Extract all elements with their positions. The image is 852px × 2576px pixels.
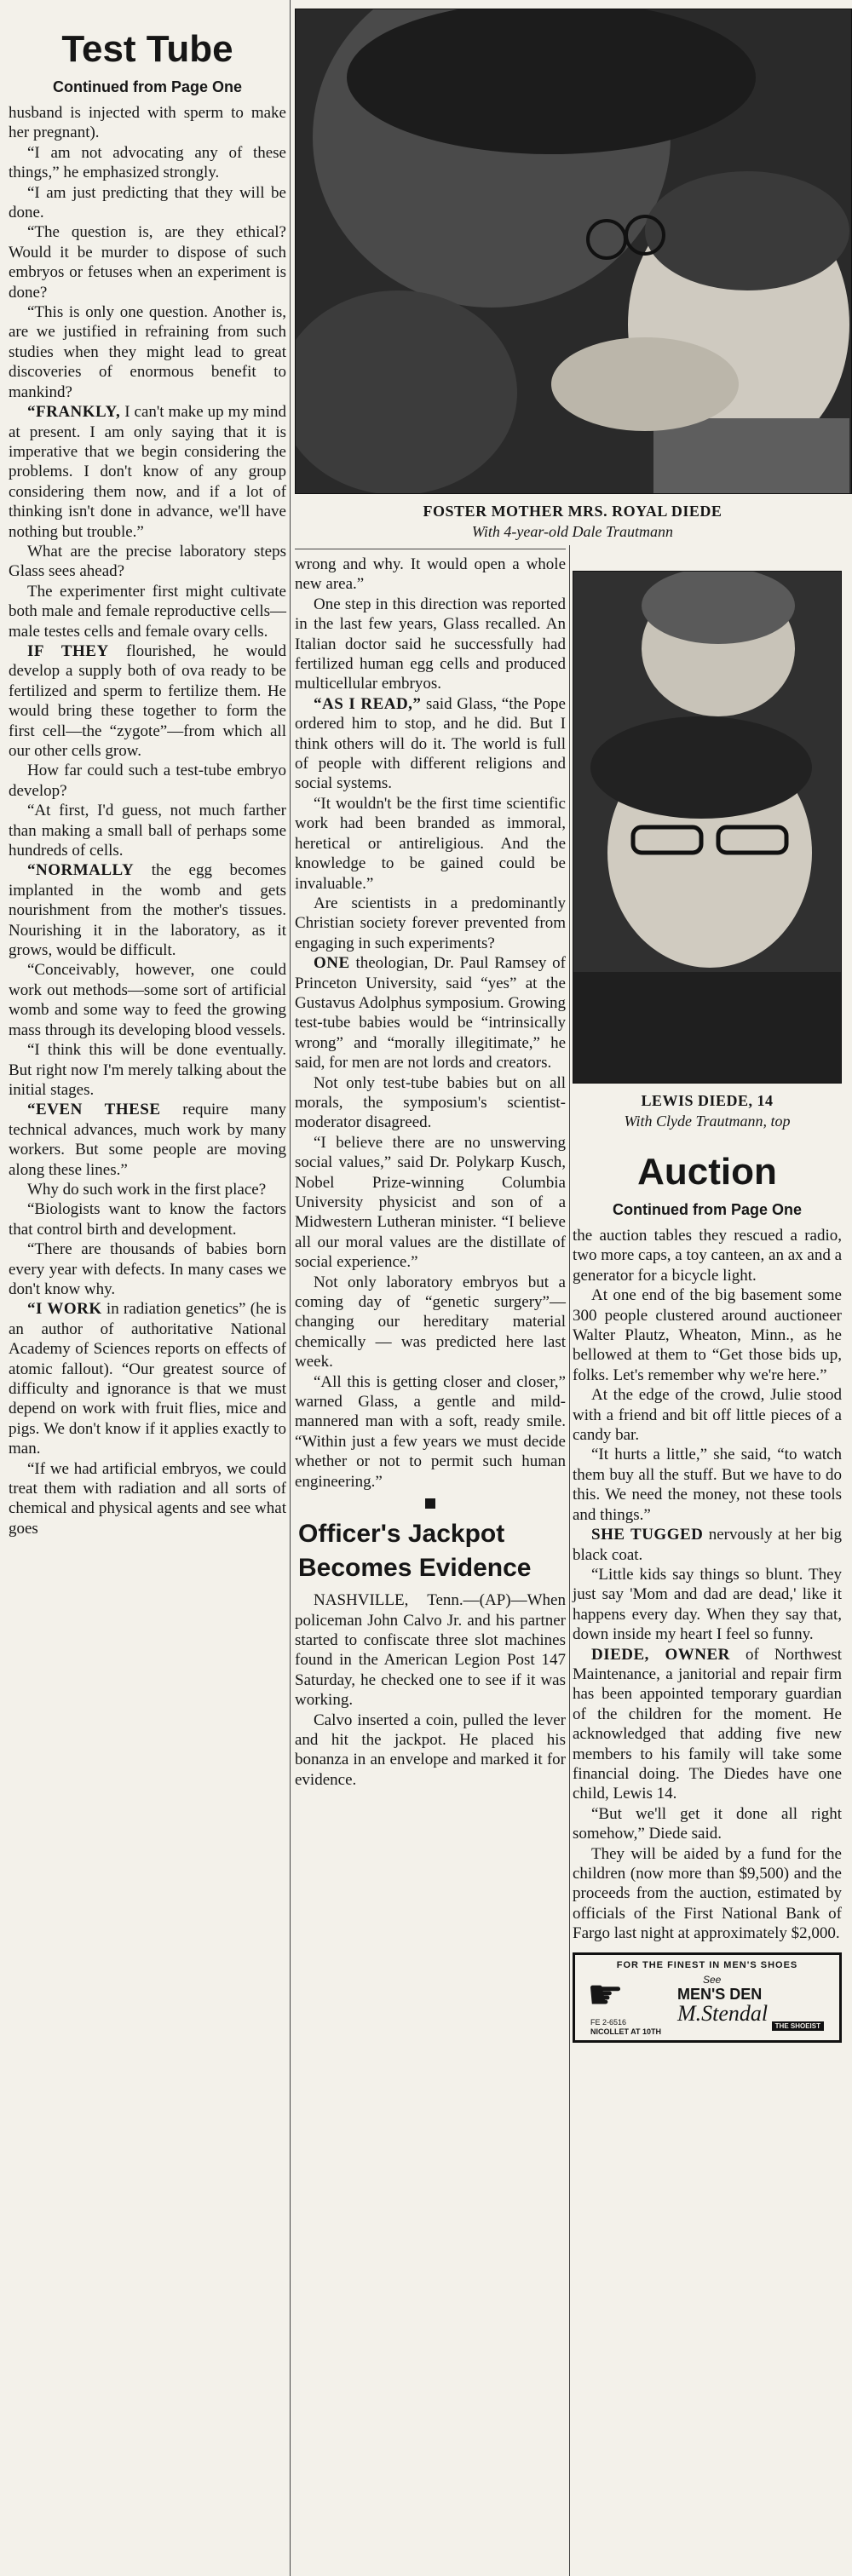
paragraph-text: What are the precise laboratory steps Glass sees ahead? bbox=[9, 542, 286, 581]
continued-line: Continued from Page One bbox=[612, 1201, 802, 1218]
test-tube-headline: Test Tube bbox=[61, 28, 233, 70]
foster-mother-caption bbox=[295, 501, 850, 542]
ad-brand: M.Stendal bbox=[677, 2000, 769, 2026]
paragraph-text: One step in this direction was reported in the last few years, Glass recalled. An Italian doctor said he successfully had fertilized human egg cells and produced multicellular embryos. bbox=[295, 595, 566, 693]
article-paragraph bbox=[9, 761, 286, 801]
article-paragraph bbox=[9, 1239, 286, 1299]
article-paragraph bbox=[9, 860, 286, 960]
paragraph-text: husband is injected with sperm to make her pregnant). bbox=[9, 104, 286, 142]
paragraph-lead: SHE TUGGED bbox=[591, 1526, 704, 1544]
paragraph-lead: “EVEN THESE bbox=[27, 1101, 161, 1119]
article-paragraph bbox=[573, 1844, 842, 1944]
paragraph-text: the egg becomes implanted in the womb and gets nourishment from the mother's tissues. Nourishing it in the laboratory, as it grows, would be difficult. bbox=[9, 861, 286, 960]
article-paragraph bbox=[295, 1372, 566, 1492]
article-paragraph bbox=[573, 1645, 842, 1804]
paragraph-text: How far could such a test-tube embryo develop? bbox=[9, 762, 286, 800]
ad-see: See bbox=[703, 1973, 722, 1986]
paragraph-text: “I am not advocating any of these things,” he emphasized strongly. bbox=[9, 143, 286, 182]
article-paragraph bbox=[295, 794, 566, 894]
paragraph-lead: IF THEY bbox=[27, 641, 109, 660]
continued-line: Continued from Page One bbox=[52, 78, 242, 95]
caption-subtitle: With Clyde Trautmann, top bbox=[624, 1113, 791, 1130]
paragraph-lead: “FRANKLY, bbox=[27, 403, 121, 422]
article-paragraph bbox=[9, 402, 286, 542]
article-paragraph bbox=[9, 542, 286, 582]
paragraph-lead: “AS I READ,” bbox=[314, 694, 422, 713]
caption-title: FOSTER MOTHER MRS. ROYAL DIEDE bbox=[423, 503, 722, 520]
article-paragraph bbox=[9, 1459, 286, 1539]
paragraph-text: NASHVILLE, Tenn.—(AP)—When policeman John Calvo Jr. and his partner started to confiscate three slot machines found in the American Legion Post 147 Saturday, he checked one to see if it was working. bbox=[295, 1591, 566, 1710]
officers-jackpot-body bbox=[295, 1590, 566, 1790]
test-tube-story-continuation bbox=[295, 555, 566, 1492]
photo-image bbox=[573, 572, 841, 1083]
auction-headline: Auction bbox=[637, 1151, 777, 1193]
article-paragraph bbox=[295, 953, 566, 1072]
article-paragraph bbox=[9, 143, 286, 183]
paragraph-lead: “NORMALLY bbox=[27, 861, 135, 880]
article-paragraph bbox=[9, 641, 286, 761]
article-paragraph bbox=[295, 894, 566, 953]
paragraph-text: in radiation genetics” (he is an author of authoritative National Academy of Sciences reports on effects of atomic fallout). “Our greatest source of difficulty and ignorance is that we must depend on work with fruit flies, mice and pigs. We don't know if it applies exactly to man. bbox=[9, 1300, 286, 1458]
lewis-diede-photo bbox=[573, 571, 842, 1084]
auction-column bbox=[573, 571, 842, 2043]
caption-subtitle: With 4-year-old Dale Trautmann bbox=[471, 523, 674, 540]
paragraph-text: “It wouldn't be the first time scientific work had been branded as immoral, heretical or antireligious. And the knowledge to be gained could be invaluable.” bbox=[295, 794, 566, 893]
paragraph-text: “All this is getting closer and closer,” warned Glass, a gentle and mild-mannered man with a soft, ready smile. “Within just a few years we must decide whether or not to permit such human engineering.” bbox=[295, 1372, 566, 1491]
caption-title: LEWIS DIEDE, 14 bbox=[641, 1092, 774, 1109]
paragraph-text: “Little kids say things so blunt. They just say 'Mom and dad are dead,' like it happens every day. When they say that, down inside my heart I feel so funny. bbox=[573, 1565, 842, 1644]
article-paragraph bbox=[295, 694, 566, 794]
article-paragraph bbox=[295, 595, 566, 694]
paragraph-text: Not only test-tube babies but on all morals, the symposium's scientist-moderator disagreed. bbox=[295, 1073, 566, 1132]
article-paragraph bbox=[295, 1711, 566, 1791]
paragraph-text: They will be aided by a fund for the children (now more than $9,500) and the proceeds from the auction, estimated by officials of the First National Bank of Fargo last night at approximately $2,000. bbox=[573, 1844, 842, 1943]
mens-den-ad bbox=[573, 1952, 842, 2043]
paragraph-text: “There are thousands of babies born every year with defects. In many cases we don't know why. bbox=[9, 1240, 286, 1298]
paragraph-text: At one end of the big basement some 300 people clustered around auctioneer Walter Plautz, Wheaton, Minn., as he bellowed at them to “Get those bids up, folks. Let's remember why we're here.” bbox=[573, 1286, 842, 1384]
hand-pointer-icon: ☛ bbox=[587, 1972, 625, 2018]
paragraph-text: At the edge of the crowd, Julie stood with a friend and bit off little pieces of a candy bar. bbox=[573, 1386, 842, 1445]
article-paragraph bbox=[295, 1073, 566, 1133]
paragraph-text: “The question is, are they ethical? Would it be murder to dispose of such embryos or fetuses when an experiment is done? bbox=[9, 223, 286, 302]
article-paragraph bbox=[9, 222, 286, 302]
paragraph-text: wrong and why. It would open a whole new area.” bbox=[295, 555, 566, 594]
paragraph-lead: “I WORK bbox=[27, 1300, 102, 1319]
paragraph-text: require many technical advances, much work by many workers. But some people are moving along these lines.” bbox=[9, 1101, 287, 1179]
paragraph-text: “Biologists want to know the factors that control birth and development. bbox=[9, 1200, 286, 1239]
article-paragraph bbox=[573, 1445, 842, 1525]
paragraph-text: “I think this will be done eventually. But right now I'm merely talking about the initial stages. bbox=[9, 1041, 286, 1099]
article-paragraph bbox=[295, 555, 566, 595]
paragraph-text: “Conceivably, however, one could work out methods—some sort of artificial womb and some way to feed the growing mass through its developing blood vessels. bbox=[9, 961, 286, 1039]
foster-mother-photo bbox=[295, 9, 852, 494]
auction-story-body bbox=[573, 1226, 842, 1944]
paragraph-text: The experimenter first might cultivate both male and female reproductive cells—male testes cells and female ovary cells. bbox=[9, 582, 286, 641]
paragraph-text: said Glass, “the Pope ordered him to stop, and he did. But I think others will do it. The world is full of people with different religions and social systems. bbox=[295, 694, 566, 793]
article-paragraph bbox=[295, 1273, 566, 1372]
article-paragraph bbox=[9, 302, 286, 402]
photo-image bbox=[296, 9, 851, 493]
ad-store-name: MEN'S DEN bbox=[677, 1985, 763, 2003]
article-paragraph bbox=[9, 960, 286, 1040]
paragraph-text: “It hurts a little,” she said, “to watch them buy all the stuff. But we have to do this. We need the money, not these tools and things.” bbox=[573, 1446, 842, 1524]
test-tube-column bbox=[9, 0, 286, 1538]
article-paragraph bbox=[295, 1133, 566, 1273]
paragraph-text: “I am just predicting that they will be done. bbox=[9, 183, 286, 222]
ad-phone: FE 2-6516 bbox=[590, 2017, 627, 2027]
article-paragraph bbox=[573, 1565, 842, 1645]
paragraph-text: I can't make up my mind at present. I am only saying that it is imperative that we begin considering the problems. I don't know of any group considering them now, and if a lot of thinking isn't done in advance, we'll have nothing but trouble.” bbox=[9, 403, 286, 541]
paragraph-lead: DIEDE, OWNER bbox=[591, 1645, 730, 1664]
ad-top-line: FOR THE FINEST IN MEN'S SHOES bbox=[616, 1959, 798, 1970]
test-tube-story-body bbox=[9, 103, 286, 1538]
paragraph-text: “But we'll get it done all right somehow,” Diede said. bbox=[573, 1804, 842, 1843]
article-paragraph bbox=[573, 1525, 842, 1565]
paragraph-text: “I believe there are no unswerving social values,” said Dr. Polykarp Kusch, Nobel Prize-winning Columbia University physicist and son of a Midwestern Lutheran minister. “I believe all our moral values are the distillate of social experience.” bbox=[295, 1133, 566, 1272]
paragraph-text: flourished, he would develop a supply both of ova ready to be fertilized and sperm to fertilize them. He would bring these together to form the first cell—the “zygote”—from which all our other cells grow. bbox=[9, 641, 286, 760]
article-paragraph bbox=[9, 1040, 286, 1100]
paragraph-text: “At first, I'd guess, not much farther than making a small ball of perhaps some hundreds of cells. bbox=[9, 802, 286, 860]
article-paragraph bbox=[9, 103, 286, 143]
paragraph-text: “If we had artificial embryos, we could treat them with radiation and all sorts of chemical and physical agents and see what goes bbox=[9, 1459, 286, 1538]
becomes-evidence-headline: Becomes Evidence bbox=[298, 1554, 532, 1583]
article-paragraph bbox=[573, 1804, 842, 1844]
ad-address: NICOLLET AT 10TH bbox=[590, 2027, 661, 2036]
article-paragraph bbox=[9, 1100, 286, 1180]
paragraph-text: of Northwest Maintenance, a janitorial and repair firm has been appointed temporary guardian of the children for the moment. He acknowledged that adding five new members to his family will take some financial doing. The Diedes have one child, Lewis 14. bbox=[573, 1645, 842, 1803]
article-paragraph bbox=[9, 1180, 286, 1199]
paragraph-text: Calvo inserted a coin, pulled the lever and hit the jackpot. He placed his bonanza in an envelope and marked it for evidence. bbox=[295, 1711, 566, 1789]
officers-jackpot-headline: Officer's Jackpot bbox=[298, 1520, 505, 1549]
article-paragraph bbox=[9, 183, 286, 223]
paragraph-lead: ONE bbox=[314, 954, 350, 973]
column-rule bbox=[569, 545, 570, 2576]
article-paragraph bbox=[9, 1299, 286, 1458]
article-paragraph bbox=[9, 582, 286, 641]
paragraph-text: “This is only one question. Another is, are we justified in refraining from such studies when they might lead to great discoveries of enormous benefit to mankind? bbox=[9, 303, 286, 401]
paragraph-text: nervously at her big black coat. bbox=[573, 1526, 842, 1564]
story-end-mark bbox=[425, 1498, 435, 1509]
article-paragraph bbox=[295, 1590, 566, 1710]
ad-slogan: THE SHOEIST bbox=[772, 2021, 824, 2031]
article-paragraph bbox=[573, 1226, 842, 1285]
paragraph-text: the auction tables they rescued a radio, two more caps, a toy canteen, an ax and a generator for a bicycle light. bbox=[573, 1227, 843, 1285]
paragraph-text: Are scientists in a predominantly Christian society forever prevented from engaging in such experiments? bbox=[295, 894, 566, 952]
article-paragraph bbox=[9, 801, 286, 860]
column-rule bbox=[290, 0, 291, 2576]
article-paragraph bbox=[573, 1385, 842, 1445]
article-paragraph bbox=[9, 1199, 286, 1239]
lewis-diede-caption bbox=[573, 1090, 842, 1131]
paragraph-text: Why do such work in the first place? bbox=[27, 1180, 267, 1199]
paragraph-text: Not only laboratory embryos but a coming day of “genetic surgery”—changing our hereditary material chemically — was predicted here last week. bbox=[295, 1273, 566, 1371]
paragraph-text: theologian, Dr. Paul Ramsey of Princeton University, said “yes” at the Gustavus Adolphus symposium. Growing test-tube babies would be “intrinsically wrong” and “morally illegitimate,” he said, for men are not lords and creators. bbox=[295, 954, 566, 1072]
article-paragraph bbox=[573, 1285, 842, 1385]
